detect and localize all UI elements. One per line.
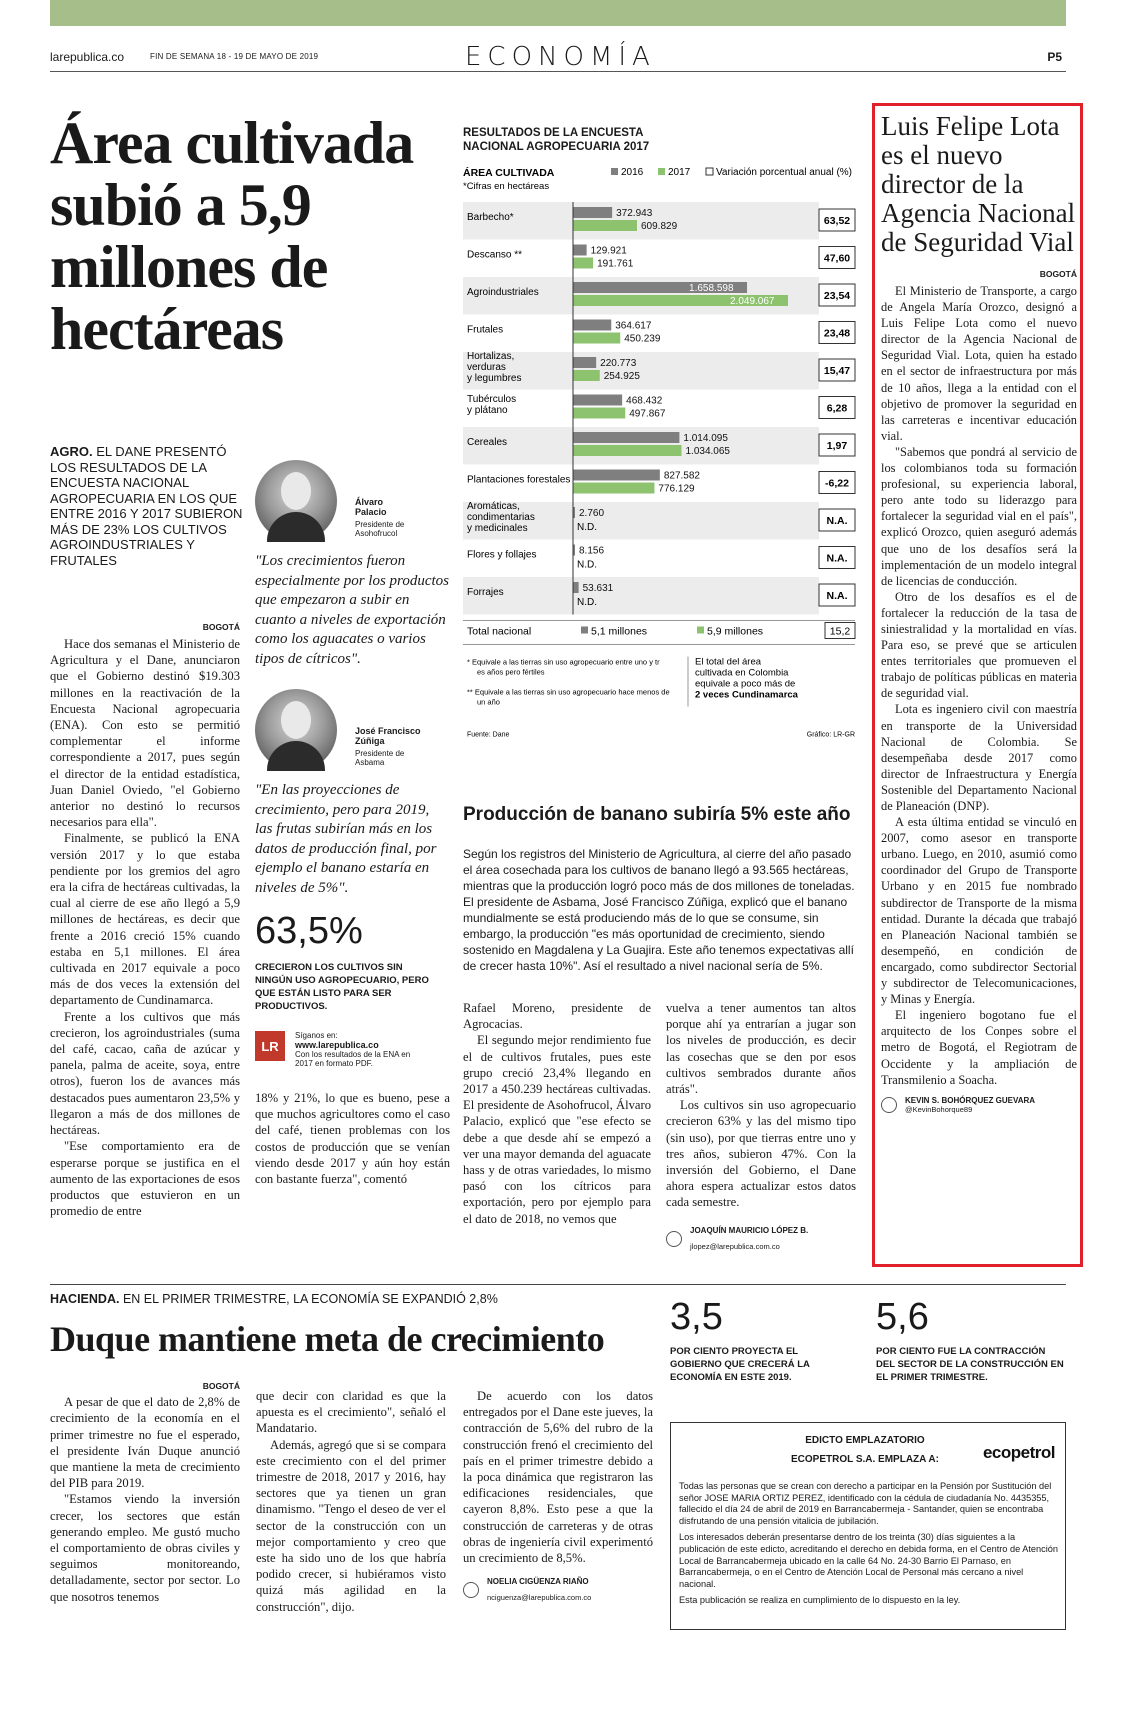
- category-label: Hortalizas,: [467, 351, 515, 362]
- sidebar-byline-handle[interactable]: @KevinBohorque89: [905, 1104, 973, 1114]
- ecopetrol-logo: ecopetrol: [982, 1443, 1055, 1462]
- edicto-p1: Todas las personas que se crean con derecho a participar en la Pensión por Sustitución del señor JOSE MARIA ORTIZ PEREZ, identificado con la cédula de ciudadanía No. 4435355, fallecido el día 24 de abril de 2019 en Barrancabermeja - Santander, quien se encontraba disfrutando de una pensión vitalicia de jubilación.: [679, 1481, 1052, 1526]
- paragraph: "Estamos viendo la inversión crecer, los sectores que están generando empleo. Me gustó mucho el comportamiento de obras civiles y seguimos monitoreando, detalladamente, sector por sector. Lo que nosotros tenemos: [50, 1492, 240, 1604]
- category-label: Forrajes: [467, 587, 504, 598]
- site-name[interactable]: larepublica.co: [50, 50, 125, 64]
- stat2-value: 5,6: [876, 1296, 929, 1338]
- bar-label-2017: 191.761: [597, 258, 634, 270]
- byline-icon: [881, 1097, 897, 1113]
- bar-label-2017: N.D.: [577, 597, 597, 608]
- bar-2016: [573, 432, 679, 443]
- bar-label-2016: 468.432: [626, 395, 663, 407]
- bar-label-2016: 8.156: [579, 545, 605, 557]
- hacienda-headline: Duque mantiene meta de crecimiento: [50, 1319, 605, 1359]
- follow-label: Síganos en:: [295, 1031, 338, 1040]
- variation-value: 47,60: [823, 252, 851, 265]
- stat1-caption: POR CIENTO PROYECTA EL GOBIERNO QUE CRECERÁ LA ECONOMÍA EN ESTE 2019.: [670, 1346, 810, 1383]
- top-color-bar: [50, 0, 1066, 26]
- bar-2016: [573, 395, 622, 406]
- category-label: y plátano: [467, 405, 508, 416]
- bar-label-2017: 776.129: [658, 483, 695, 495]
- total-variation: 15,2: [829, 625, 851, 638]
- page-number: P5: [1047, 50, 1062, 64]
- avatar-jose-francisco-zuniga: [255, 689, 337, 771]
- category-label: Cereales: [467, 437, 508, 448]
- footnote: un año: [477, 697, 500, 707]
- avatar-alvaro-palacio: [255, 460, 337, 542]
- paragraph: El Ministerio de Transporte, a cargo de Angela María Orozco, designó a Luis Felipe Lota como el nuevo director de la Agencia Nacional de Seguridad Vial. Lota, quien ha estado en el sector de infraestructura por más de 10 años, llega a la entidad con el objetivo de promover la seguridad en las carreteras e incentivar educación vial.: [881, 284, 1077, 443]
- stat1-value: 3,5: [670, 1296, 723, 1338]
- banana-headline: Producción de banano subiría 5% este año: [463, 804, 851, 825]
- category-label: Agroindustriales: [467, 287, 539, 298]
- hacienda-kicker-text: EN EL PRIMER TRIMESTRE, LA ECONOMÍA SE EXPANDIÓ 2,8%: [122, 1292, 498, 1306]
- legend-label-2016: 2016: [621, 167, 644, 178]
- total-2016: 5,1 millones: [591, 625, 648, 638]
- issue-date: FIN DE SEMANA 18 - 19 DE MAYO DE 2019: [150, 52, 319, 61]
- sidebar-byline: KEVIN S. BOHÓRQUEZ GUEVARA: [905, 1095, 1036, 1105]
- variation-value: 23,48: [823, 327, 851, 340]
- chart-row-bg: [463, 577, 819, 615]
- chart-area-cultivada: [463, 126, 857, 786]
- category-label: verduras: [467, 362, 506, 373]
- category-label: Plantaciones forestales: [467, 474, 571, 486]
- main-article-col3: [463, 1000, 651, 1227]
- follow-desc: Con los resultados de la ENA en 2017 en formato PDF.: [295, 1050, 411, 1068]
- side-note: equivale a poco más de: [695, 678, 796, 690]
- bar-label-2017: 609.829: [640, 221, 678, 232]
- footnote: ** Equivale a las tierras sin uso agropecuario hace menos de: [467, 687, 670, 697]
- hacienda-stat1: [670, 1296, 850, 1384]
- paragraph: El ingeniero bogotano fue el arquitecto de los Conpes sobre el metro de Bogotá, el Regiotram de Occidente y la ampliación de Transmilenio a Soacha.: [881, 1008, 1077, 1087]
- quote2-role: Presidente de Asbama: [355, 749, 405, 767]
- bar-2017: [573, 445, 682, 456]
- hacienda-stat2: [876, 1296, 1066, 1384]
- main-byline-mail[interactable]: jlopez@larepublica.com.co: [690, 1241, 780, 1251]
- bar-2016: [573, 470, 660, 481]
- bar-2016: [573, 207, 612, 218]
- kicker-text: EL DANE PRESENTÓ LOS RESULTADOS DE LA ENCUESTA NACIONAL AGROPECUARIA EN LOS QUE ENTRE 2016 Y 2017 SUBIERON MÁS DE 23% LOS CULTIVOS AGROINDUSTRIALES Y FRUTALES: [50, 444, 243, 568]
- paragraph: "Ese comportamiento era de esperarse porque se justifica en el aumento de las exportaciones de esos productos que estuvieron en un promedio de entre: [50, 1139, 240, 1219]
- main-byline: JOAQUÍN MAURICIO LÓPEZ B.: [690, 1225, 809, 1235]
- section-title: ECONOMÍA: [465, 42, 656, 72]
- edicto-ad: [670, 1422, 1066, 1630]
- paragraph: Hace dos semanas el Ministerio de Agricultura y el Dane, anunciaron que el Gobierno destinó $19.303 millones en la reactivación de la Encuesta Nacional agropecuaria (ENA). Con esto se permitió complementar el informe correspondiente a 2017, pues según el director de la entidad estadística, Juan Daniel Oviedo, "el Gobierno anterior no destinó lo recursos necesarios para ella".: [50, 637, 240, 830]
- follow-link[interactable]: www.larepublica.co: [295, 1040, 379, 1050]
- quotes-column: [255, 460, 450, 1187]
- bar-2017: [573, 370, 600, 381]
- kicker-tag: AGRO.: [50, 444, 93, 459]
- paragraph: Finalmente, se publicó la ENA versión 2017 y lo que estaba pendiente por los gremios del agro era la cifra de hectáreas cultivadas, la cual al cierre de ese año llegó a 5,9 millones de hectáreas, es decir que frente a 2016 creció 15% cuando estaba en 5,1 millones. El área cultivada en 2017 equivale a poco más de dos veces la extensión del departamento de Cundinamarca.: [50, 831, 240, 1008]
- bar-label-2017: 1.034.065: [685, 446, 731, 457]
- variation-value: N.A.: [826, 552, 848, 565]
- bar-2017: [573, 333, 620, 344]
- chart-credit: Gráfico: LR-GR: [806, 731, 855, 739]
- variation-value: N.A.: [826, 590, 848, 602]
- main-article-col4: [666, 1000, 856, 1255]
- category-label: Barbecho*: [467, 212, 514, 223]
- chart-unit-note: *Cifras en hectáreas: [463, 181, 550, 192]
- lr-logo-icon: LR: [255, 1031, 285, 1061]
- category-label: Tubérculos: [467, 394, 517, 405]
- quote1-name: Álvaro Palacio: [355, 497, 387, 517]
- dateline: BOGOTÁ: [202, 622, 240, 632]
- paragraph: Rafael Moreno, presidente de Agrocacias.: [463, 1001, 651, 1032]
- bar-2017: [573, 220, 637, 231]
- paragraph: que decir con claridad es que la apuesta es el crecimiento", señaló el Mandatario.: [256, 1389, 446, 1436]
- legend-swatch-2017: [658, 168, 665, 175]
- category-label: y medicinales: [467, 523, 528, 534]
- legend-label-2017: 2017: [668, 167, 691, 178]
- total-label: Total nacional: [467, 625, 532, 638]
- paragraph: "Sabemos que pondrá al servicio de los colombianos toda su formación profesional, su experiencia laboral, pero ante todo su liderazgo para fortalecer la seguridad vial en el país", explicó Orozco, quien aseguró además que uno de los desafíos será la implementación de un modelo integral de licencias de conducción.: [881, 444, 1077, 588]
- chart-source: Fuente: Dane: [467, 731, 510, 739]
- edicto-p2: Los interesados deberán presentarse dentro de los treinta (30) días siguientes a la publicación de este edicto, acreditando el derecho en debida forma, en el Centro de Atención Local de Barrancabermeja ubicado en la calle 64 No. 24-30 Barrio El Parnaso, en Barrancabermeja, o en el Centro de Atención Local de Personal más cercano a nivel nacional.: [679, 1532, 1058, 1589]
- variation-value: 23,54: [823, 290, 851, 302]
- bar-2016: [573, 582, 579, 593]
- bar-label-2017: 450.239: [624, 333, 661, 345]
- paragraph: A pesar de que el dato de 2,8% de crecimiento de la economía en el primer trimestre no fue el esperado, el presidente Iván Duque anunció que mantiene la meta de crecimiento del PIB para 2019.: [50, 1395, 240, 1491]
- hacienda-byline-mail[interactable]: nciguenza@larepublica.com.co: [487, 1593, 592, 1603]
- side-note: 2 veces Cundinamarca: [695, 689, 798, 701]
- paragraph: El segundo mejor rendimiento fue el de cultivos frutales, pues este grupo creció 23,4% llegando en 2017 a 450.239 hectáreas cultivadas. El presidente de Asohofrucol, Álvaro Palacio, explicó que "ese efecto se debe a que desde ahí se empezó a ver una mayor demanda del aguacate hass y de otras variedades, lo mismo pasó con los cítricos para exportación, pero por ejemplo para el dato de 2018, no vemos que: [463, 1033, 651, 1226]
- quote2-text: "En las proyecciones de crecimiento, pero para 2019, las frutas subirían más en los datos de producción final, por ejemplo el banano estaría en niveles de 5%".: [255, 782, 437, 896]
- paragraph: A esta última entidad se vinculó en 2007, como asesor en transporte urbano. Luego, en 2010, asumió como coordinador del Grupo de Transporte Urbano y en 2015 fue nombrado subdirector de Transporte de la misma entidad. Durante la década que trabajó en Planeación Nacional también se desempeñó, en condición de encargado, como subdirector Sectorial y subdirector de Telecomunicaciones, y Minas y Energía.: [881, 815, 1077, 1007]
- paragraph: vuelva a tener aumentos tan altos porque ahí ya entrarían a jugar son los niveles de producción, es decir las cosechas que se den por esos cultivos sembrados durante años atrás".: [666, 1001, 856, 1097]
- legend-swatch-2016: [611, 168, 618, 175]
- section-divider: [50, 1284, 1066, 1285]
- sidebar-article-frame: [872, 103, 1083, 1267]
- banana-article: [463, 804, 857, 974]
- chart-subtitle: ÁREA CULTIVADA: [463, 167, 555, 179]
- legend-swatch-variation: [706, 168, 713, 175]
- main-headline: Área cultivada subió a 5,9 millones de hectáreas: [50, 110, 414, 362]
- bar-label-2016: 2.760: [579, 508, 605, 519]
- hacienda-col2: [256, 1388, 446, 1615]
- sidebar-dateline: BOGOTÁ: [1039, 269, 1077, 279]
- hacienda-col3: [463, 1388, 653, 1607]
- bar-2017: [573, 258, 593, 269]
- edicto-p3: Esta publicación se realiza en cumplimiento de lo dispuesto en la ley.: [679, 1595, 961, 1606]
- quote2-name: José Francisco Zúñiga: [355, 726, 421, 746]
- bar-label-2017: N.D.: [577, 522, 597, 533]
- side-note: El total del área: [695, 656, 762, 668]
- bar-label-2016: 827.582: [663, 470, 700, 482]
- bar-label-2016: 220.773: [600, 358, 637, 369]
- bar-label-2016: 372.943: [616, 208, 653, 219]
- stat-value: 63,5%: [255, 910, 363, 952]
- bar-label-2016: 1.014.095: [683, 433, 728, 444]
- legend-label-variation: Variación porcentual anual (%): [716, 167, 853, 178]
- bar-label-2017: N.D.: [577, 559, 597, 571]
- paragraph: Los cultivos sin uso agropecuario crecieron 63% y las del mismo tipo (sin uso), por que tierras entre uno y tres años, subieron 47%. Con la inversión del Gobierno, el Dane ahora espera actualizar estos datos cada semestre.: [666, 1098, 856, 1210]
- category-label: y legumbres: [467, 373, 522, 384]
- variation-value: 15,47: [823, 365, 851, 377]
- bar-label-2016: 53.631: [582, 583, 614, 594]
- bar-2017: [573, 483, 654, 494]
- total-2017: 5,9 millones: [707, 625, 764, 638]
- byline-icon: [463, 1582, 479, 1598]
- bar-label-2017: 497.867: [629, 408, 666, 420]
- quote1-role: Presidente de Asohofrucol: [355, 520, 405, 538]
- bar-label-2016: 129.921: [590, 245, 627, 257]
- stat-caption: CRECIERON LOS CULTIVOS SIN NINGÚN USO AGROPECUARIO, PERO QUE ESTÁN LISTO PARA SER PRODUCTIVOS.: [255, 962, 429, 1012]
- category-label: condimentarias: [467, 512, 535, 523]
- hacienda-dateline: BOGOTÁ: [202, 1381, 240, 1391]
- main-kicker: [50, 444, 250, 568]
- edicto-title1: EDICTO EMPLAZATORIO: [805, 1435, 925, 1446]
- bar-chart: [463, 162, 857, 812]
- hacienda-byline: NOELIA CIGÜENZA RIAÑO: [487, 1577, 589, 1587]
- paragraph: Lota es ingeniero civil con maestría en transporte de la Universidad Nacional de Colombia. Se desempeñaba desde 2017 como director de Infraestructura y Energía Sostenible del Departamento Nacional de Planeación (DNP).: [881, 702, 1077, 813]
- paragraph: Además, agregó que si se compara este crecimiento con el del primer trimestre de 2018, 2017 y 2016, hay sectores que ya tienen un gran dinamismo. "Tengo el deseo de ver el sector de la construcción con un mejor comportamiento y creo que este ha sido uno de los que habría podido crecer, si hubiéramos visto quizá más agilidad en la construcción", dijo.: [256, 1437, 446, 1614]
- masthead: [50, 42, 1066, 72]
- bar-label-2016: 364.617: [615, 320, 652, 332]
- chart-title: RESULTADOS DE LA ENCUESTA NACIONAL AGROPECUARIA 2017: [463, 127, 650, 153]
- category-label: Descanso **: [467, 249, 523, 261]
- byline-icon: [666, 1231, 682, 1247]
- quote1-text: "Los crecimientos fueron especialmente por los productos que empezaron a subir en cuanto a niveles de exportación como los aguacates o varios tipos de cítricos".: [255, 553, 449, 667]
- paragraph: Frente a los cultivos que más crecieron, los agroindustriales (suma del café, cacao, caña de azúcar y panela, palma de aceite, soya, entre otros), fueron los de avances más destacados pues aumentaron 23,5% y llegaron a más de dos millones de hectáreas.: [50, 1009, 240, 1138]
- bar-2017: [573, 408, 625, 419]
- category-label: Aromáticas,: [467, 501, 520, 512]
- hacienda-col1: [50, 1378, 240, 1605]
- edicto-title2: ECOPETROL S.A. EMPLAZA A:: [791, 1454, 939, 1465]
- stat2-caption: POR CIENTO FUE LA CONTRACCIÓN DEL SECTOR DE LA CONSTRUCCIÓN EN EL PRIMER TRIMESTRE.: [876, 1346, 1064, 1383]
- category-label: Flores y follajes: [467, 549, 537, 561]
- paragraph: De acuerdo con los datos entregados por el Dane este jueves, la contracción de 5,6% del rubro de la construcción frenó el crecimiento del país en el primer trimestre debido a la poca dinámica que registraron las edificaciones residenciales, que cayeron 8,8%. Esto pese a que la construcción de carreteras y de otras obras de ingeniería civil experimentó un crecimiento de 8,5%.: [463, 1389, 653, 1566]
- variation-value: N.A.: [826, 515, 848, 527]
- main-article-col1: [50, 622, 240, 1262]
- hacienda-kicker: [50, 1292, 630, 1306]
- variation-value: 63,52: [823, 215, 851, 227]
- bar-2016: [573, 245, 587, 256]
- bar-2016: [573, 320, 611, 331]
- total-swatch-2017: [697, 627, 704, 634]
- hacienda-kicker-tag: HACIENDA.: [50, 1292, 120, 1306]
- total-swatch-2016: [581, 627, 588, 634]
- variation-value: -6,22: [825, 477, 849, 490]
- footnote: * Equivale a las tierras sin uso agropecuario entre uno y tr: [467, 657, 660, 667]
- bar-label-2017: 2.049.067: [730, 296, 775, 307]
- banana-body: Según los registros del Ministerio de Agricultura, al cierre del año pasado el área cosechada para los cultivos de banano llegó a 93.565 hectáreas, mientras que la producción logró poco más de dos millones de toneladas. El presidente de Asbama, José Francisco Zúñiga, explicó que el banano mundialmente se está produciendo más de lo que se consume, sin embargo, la producción "es más oportunidad de crecimiento, siendo sostenido en Magdalena y La Guajira. Este año tenemos expectativas allí de crecer hasta 10%". Así el resultado a nivel nacional sería de 5%.: [463, 847, 855, 973]
- bar-label-2017: 254.925: [603, 371, 640, 382]
- variation-value: 1,97: [826, 440, 848, 452]
- bar-label-2016: 1.658.598: [689, 283, 734, 294]
- side-note: cultivada en Colombia: [695, 667, 789, 679]
- paragraph: Otro de los desafíos es el de fortalecer la reducción de la tasa de siniestralidad y la mortalidad en vías. Para eso, se prevé que se articulen entes territoriales que promueven el trabajo de políticas públicas en materia de seguridad vial.: [881, 589, 1077, 701]
- category-label: Frutales: [467, 324, 504, 336]
- paragraph: 18% y 21%, lo que es bueno, pese a que muchos agricultores como el caso del café, tienen problemas con los costos de producción que se venían viendo desde 2017 y aún hoy están con bastante fuerza", comentó: [255, 1091, 450, 1187]
- variation-value: 6,28: [826, 402, 848, 415]
- sidebar-headline: Luis Felipe Lota es el nuevo director de la Agencia Nacional de Seguridad Vial: [881, 111, 1076, 257]
- bar-2016: [573, 357, 596, 368]
- footnote: es años pero fértiles: [477, 667, 545, 677]
